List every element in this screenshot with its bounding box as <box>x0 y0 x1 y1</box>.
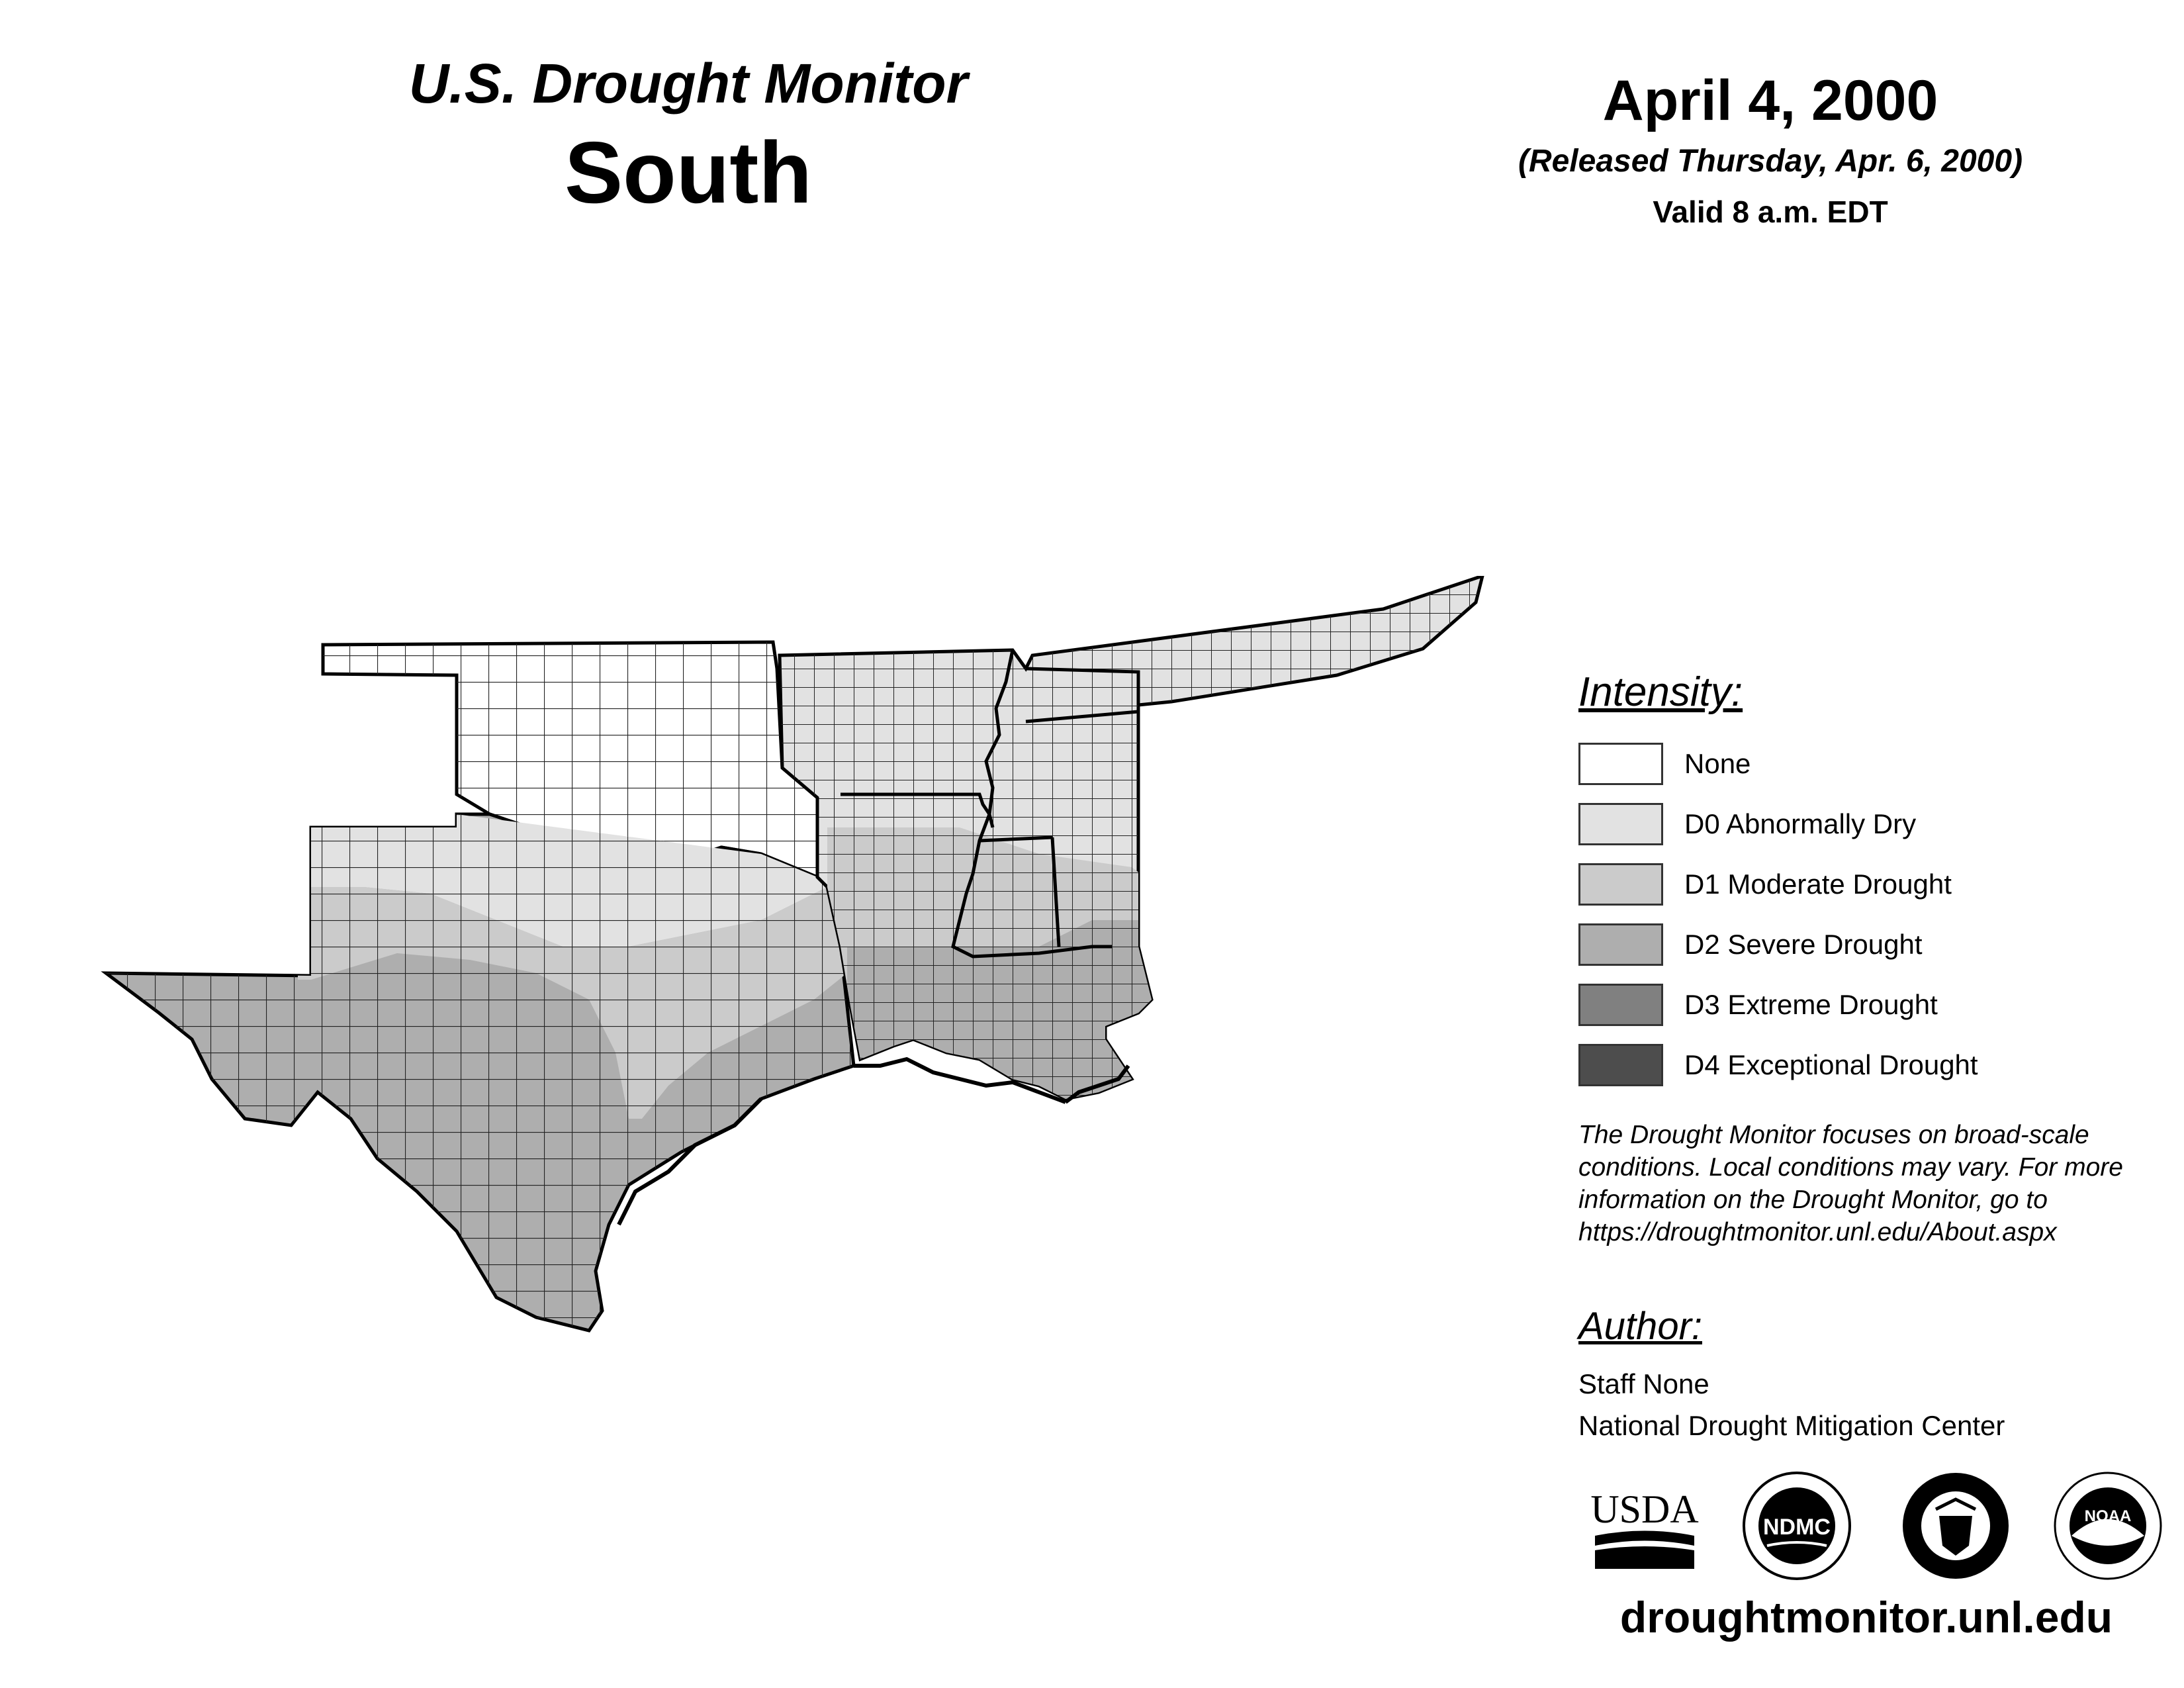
legend-item <box>1578 801 2161 847</box>
legend-swatch <box>1578 923 1663 966</box>
map-title: U.S. Drought Monitor <box>408 52 968 115</box>
legend-swatch <box>1578 863 1663 906</box>
svg-text:USDA: USDA <box>1590 1487 1699 1531</box>
legend-swatch <box>1578 1044 1663 1086</box>
svg-text:NOAA: NOAA <box>2084 1507 2132 1525</box>
legend-swatch <box>1578 803 1663 845</box>
legend-label: D3 Extreme Drought <box>1684 989 1938 1020</box>
legend-label: D4 Exceptional Drought <box>1684 1049 1978 1080</box>
legend-swatch <box>1578 984 1663 1026</box>
commerce-seal-logo <box>1899 1470 2012 1582</box>
site-url[interactable]: droughtmonitor.unl.edu <box>1619 1593 2113 1642</box>
legend-item <box>1578 741 2161 787</box>
legend-label: None <box>1684 748 1751 779</box>
legend-label: D1 Moderate Drought <box>1684 868 1952 900</box>
noaa-logo <box>2052 1470 2164 1582</box>
author-org: National Drought Mitigation Center <box>1578 1410 2005 1441</box>
legend-label: D2 Severe Drought <box>1684 929 1923 960</box>
map-date: April 4, 2000 <box>1602 69 1938 132</box>
legend-item <box>1578 861 2161 908</box>
usda-logo <box>1588 1470 1701 1582</box>
legend <box>1578 669 2161 1102</box>
author-name: Staff None <box>1578 1368 1709 1399</box>
legend-item <box>1578 1042 2161 1088</box>
legend-item <box>1578 982 2161 1028</box>
legend-item <box>1578 921 2161 968</box>
legend-label: D0 Abnormally Dry <box>1684 808 1917 839</box>
legend-swatch <box>1578 743 1663 785</box>
ndmc-logo <box>1741 1470 1853 1582</box>
region-title: South <box>565 124 812 222</box>
author-block <box>1578 1304 2161 1446</box>
valid-time: Valid 8 a.m. EDT <box>1653 194 1888 229</box>
drought-map <box>99 576 1489 1410</box>
date-block <box>1423 70 2118 230</box>
release-date: (Released Thursday, Apr. 6, 2000) <box>1518 143 2023 179</box>
logo-row <box>1588 1470 2171 1595</box>
title-block <box>291 53 1085 226</box>
legend-heading: Intensity: <box>1578 669 1743 715</box>
svg-text:NDMC: NDMC <box>1763 1515 1831 1540</box>
author-heading: Author: <box>1578 1305 1702 1348</box>
info-note: The Drought Monitor focuses on broad-scale conditions. Local conditions may vary. For more information on the Drought Monitor, go to https://droughtmonitor.unl.edu/About.aspx <box>1578 1121 2123 1247</box>
